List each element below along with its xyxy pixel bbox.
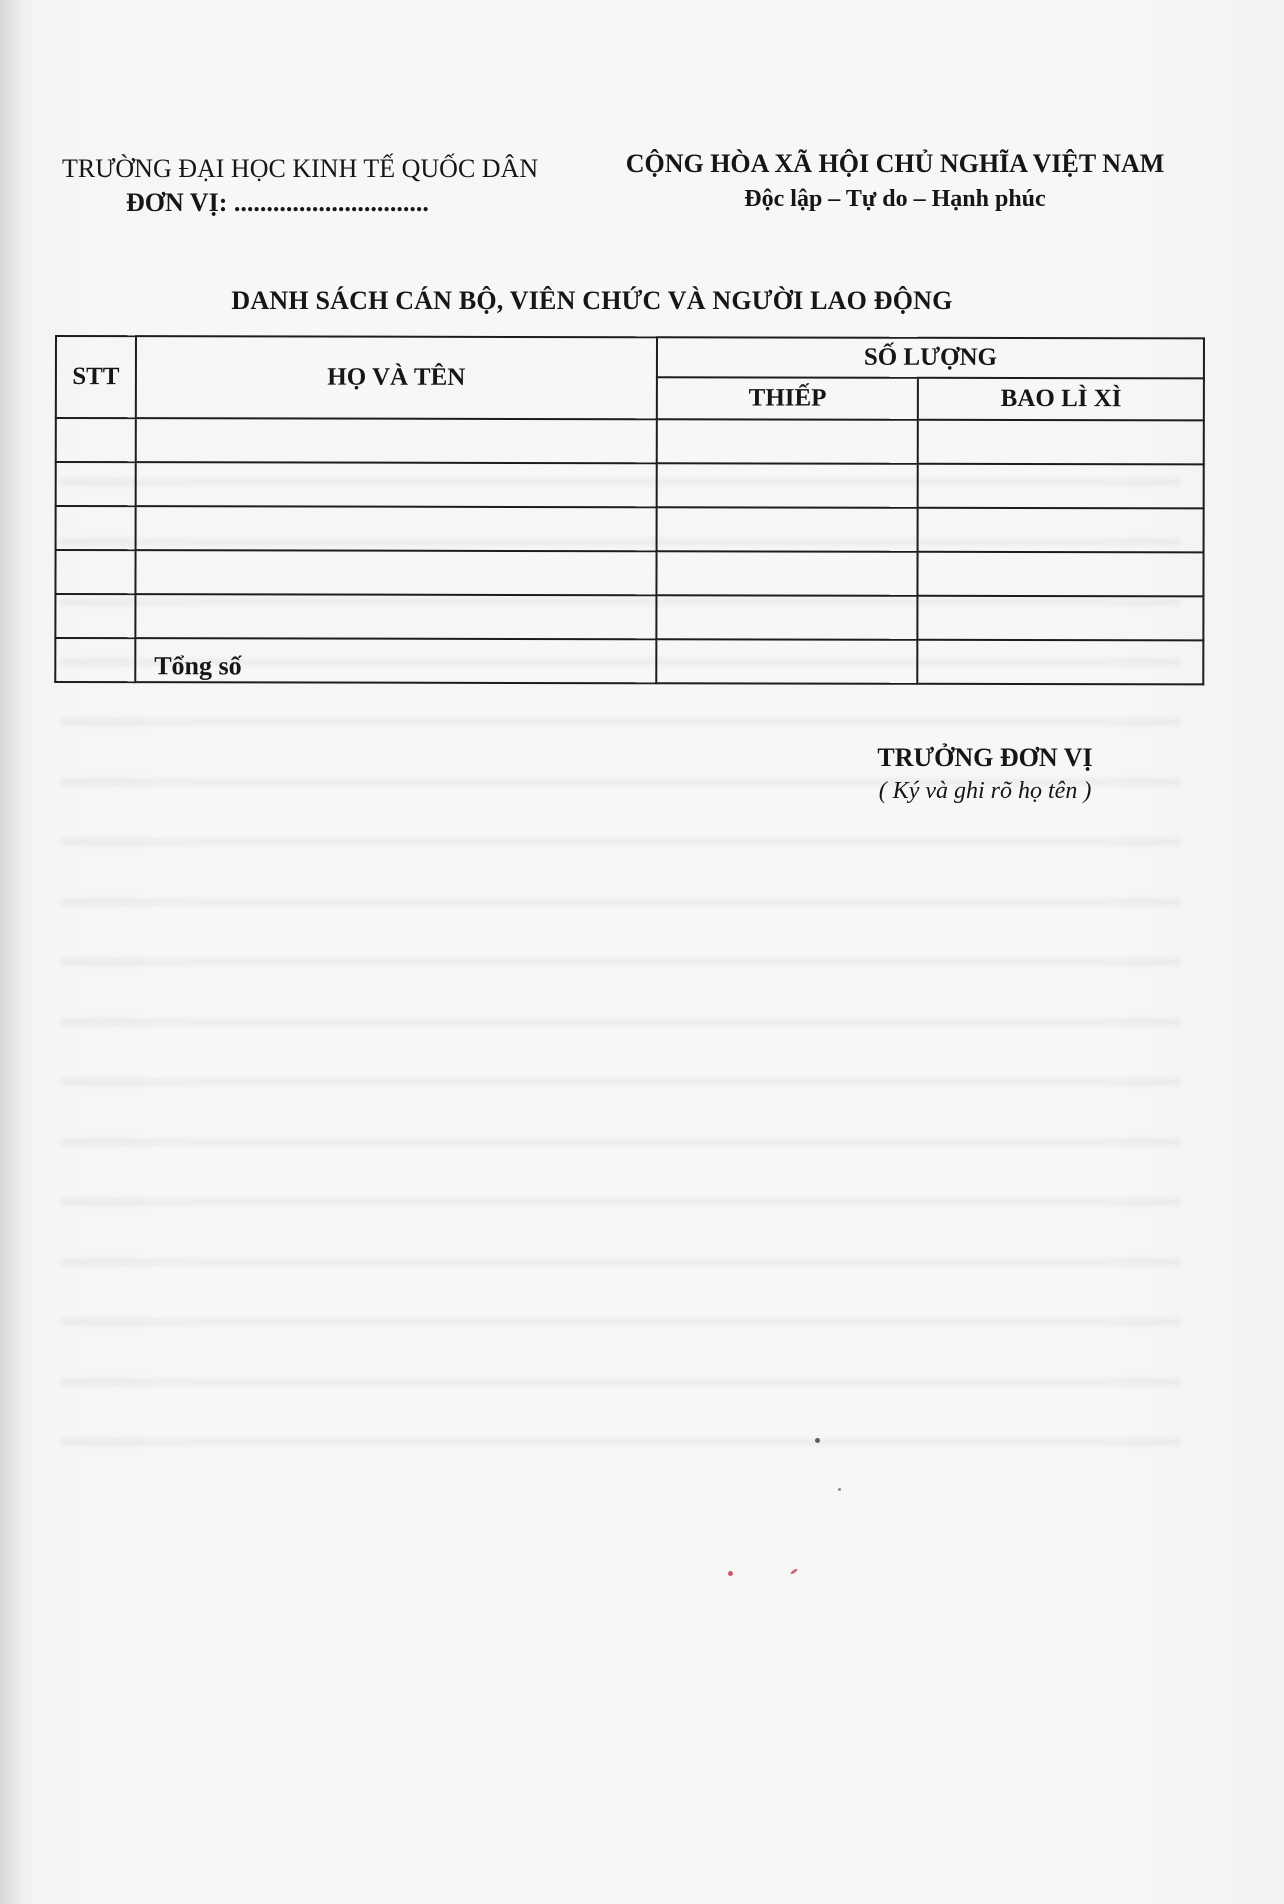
school-name: TRƯỜNG ĐẠI HỌC KINH TẾ QUỐC DÂN — [62, 154, 539, 183]
cell-stt[interactable] — [56, 506, 136, 550]
cell-name[interactable] — [135, 594, 656, 639]
signature-note: ( Ký và ghi rõ họ tên ) — [878, 778, 1092, 804]
cell-envelope[interactable] — [918, 464, 1204, 509]
cell-card[interactable] — [657, 419, 919, 464]
header-right-block — [590, 147, 1200, 217]
cell-envelope[interactable] — [918, 420, 1204, 465]
header-name: HỌ VÀ TÊN — [136, 336, 657, 419]
header-stt: STT — [56, 336, 136, 418]
unit-line: ĐƠN VỊ: .............................. — [126, 188, 429, 217]
national-title: CỘNG HÒA XÃ HỘI CHỦ NGHĨA VIỆT NAM — [625, 149, 1165, 178]
cell-stt[interactable] — [56, 418, 136, 462]
header-envelope: BAO LÌ XÌ — [918, 378, 1204, 421]
signature-block — [830, 740, 1140, 806]
total-label: Tổng số — [135, 638, 656, 683]
cell-stt[interactable] — [55, 550, 135, 594]
cell-name[interactable] — [136, 462, 657, 507]
table-row — [56, 462, 1204, 508]
staff-list-table — [54, 335, 1205, 685]
ink-speck — [728, 1571, 733, 1576]
cell-card[interactable] — [656, 507, 918, 552]
ink-speck — [815, 1438, 820, 1443]
cell-card[interactable] — [656, 551, 918, 596]
document-title: DANH SÁCH CÁN BỘ, VIÊN CHỨC VÀ NGƯỜI LAO ĐỘNG — [231, 286, 953, 315]
cell-card[interactable] — [657, 463, 919, 508]
cell-stt[interactable] — [56, 462, 136, 506]
header-quantity: SỐ LƯỢNG — [657, 337, 1204, 378]
cell-envelope[interactable] — [918, 596, 1204, 641]
cell-total-envelope[interactable] — [918, 640, 1204, 685]
header-left-block — [62, 152, 602, 220]
table-row — [55, 594, 1203, 640]
header-card: THIẾP — [657, 377, 919, 420]
signature-title: TRƯỞNG ĐƠN VỊ — [877, 743, 1093, 772]
table-row — [56, 418, 1204, 464]
cell-name[interactable] — [135, 550, 656, 595]
cell-total-card[interactable] — [656, 639, 918, 684]
cell-name[interactable] — [136, 418, 657, 463]
cell-card[interactable] — [656, 595, 918, 640]
table-total-row — [55, 638, 1203, 684]
cell-name[interactable] — [135, 506, 656, 551]
cell-total-stt — [55, 638, 135, 682]
national-motto: Độc lập – Tự do – Hạnh phúc — [744, 186, 1046, 212]
table-row — [56, 506, 1204, 552]
ink-speck — [838, 1488, 841, 1491]
cell-envelope[interactable] — [918, 552, 1204, 597]
cell-envelope[interactable] — [918, 508, 1204, 553]
table-header-row — [56, 336, 1204, 378]
table-row — [55, 550, 1203, 596]
cell-stt[interactable] — [55, 594, 135, 638]
